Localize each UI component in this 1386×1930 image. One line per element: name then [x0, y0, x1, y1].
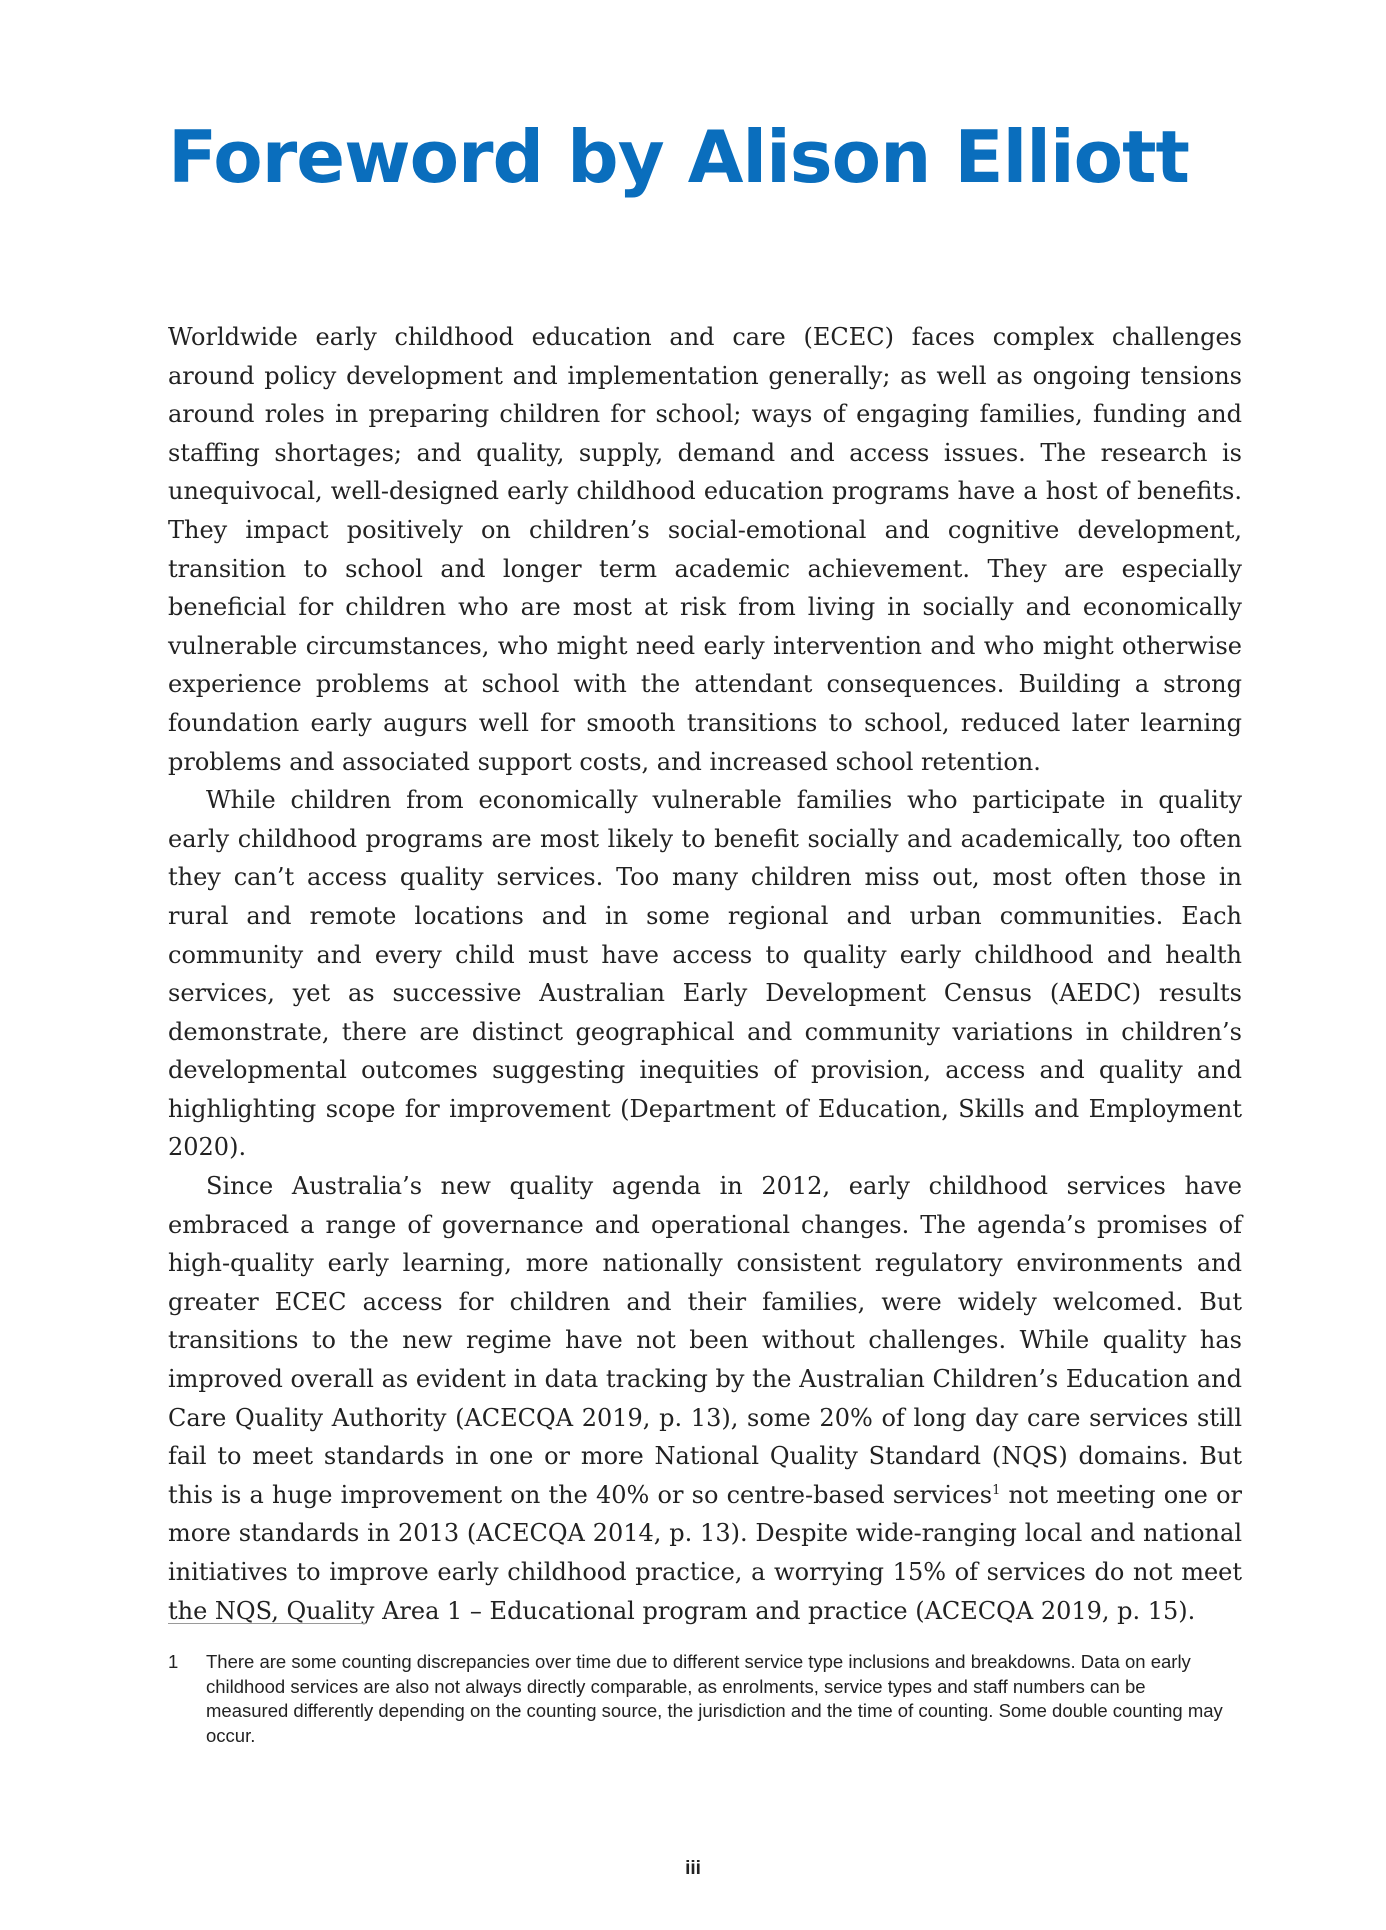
paragraph-2: While children from economically vulnerable families who participate in quality early childhood programs are most likely to benefit socially and academically, too often they can’t access quality services. Too many children miss out, most often those in rural and remote locations and in some regional and urban communities. Each community and every child must have access to quality early childhood and health services, yet as successive Australian Early Development Census (AEDC) results demonstrate, there are distinct geographical and community variations in children’s developmental outcomes suggesting inequities of provision, access and quality and highlighting scope for improvement (Department of Education, Skills and Employment 2020). — [168, 786, 1242, 1162]
paragraph-1: Worldwide early childhood education and care (ECEC) faces complex challenges around policy development and implementation generally; as well as ongoing tensions around roles in preparing children for school; ways of engaging families, funding and staffing shortages; and quality, supply, demand and access issues. The research is unequivocal, well-designed early childhood education programs have a host of benefits. They impact positively on children’s social-emotional and cognitive development, transition to school and longer term academic achievement. They are especially beneficial for children who are most at risk from living in socially and economically vulnerable circumstances, who might need early intervention and who might otherwise experience problems at school with the attendant consequences. Building a strong foundation early augurs well for smooth transitions to school, reduced later learning problems and associated support costs, and increased school retention. — [168, 323, 1242, 776]
paragraph-3-text-before-note: Since Australia’s new quality agenda in 2012, early childhood services have embraced a range of governance and operational changes. The agenda’s promises of high-quality early learning, more nationally consistent regulatory environments and greater ECEC access for children and their families, were widely welcomed. But transitions to the new regime have not been without challenges. While quality has improved overall as evident in data tracking by the Australian Children’s Education and Care Quality Authority (ACECQA 2019, p. 13), some 20% of long day care services still fail to meet standards in one or more National Quality Standard (NQS) domains. But this is a huge improvement on the 40% or so centre-based services — [168, 1172, 1242, 1509]
page-title: Foreword by Alison Elliott — [168, 115, 1189, 199]
paragraph-3-text-after-note: not meeting one or more standards in 2013 (ACECQA 2014, p. 13). Despite wide-ranging local and national initiatives to improve early childhood practice, a worrying 15% of services do not meet the NQS, Quality Area 1 – Educational program and practice (ACECQA 2019, p. 15). — [168, 1480, 1243, 1625]
foreword-body — [168, 318, 1242, 1630]
paragraph-3 — [168, 1167, 1242, 1630]
footnote — [168, 1650, 1228, 1748]
footnote-number: 1 — [168, 1651, 179, 1672]
footnote-divider — [168, 1623, 366, 1624]
footnote-reference: 1 — [992, 1482, 1001, 1498]
footnote-text: There are some counting discrepancies over time due to different service type inclusions and breakdowns. Data on early childhood services are also not always directly comparable, as enrolments, service types and staff numbers can be measured differently depending on the counting source, the jurisdiction and the time of counting. Some double counting may occur. — [206, 1651, 1223, 1746]
page-number: iii — [685, 1858, 701, 1879]
